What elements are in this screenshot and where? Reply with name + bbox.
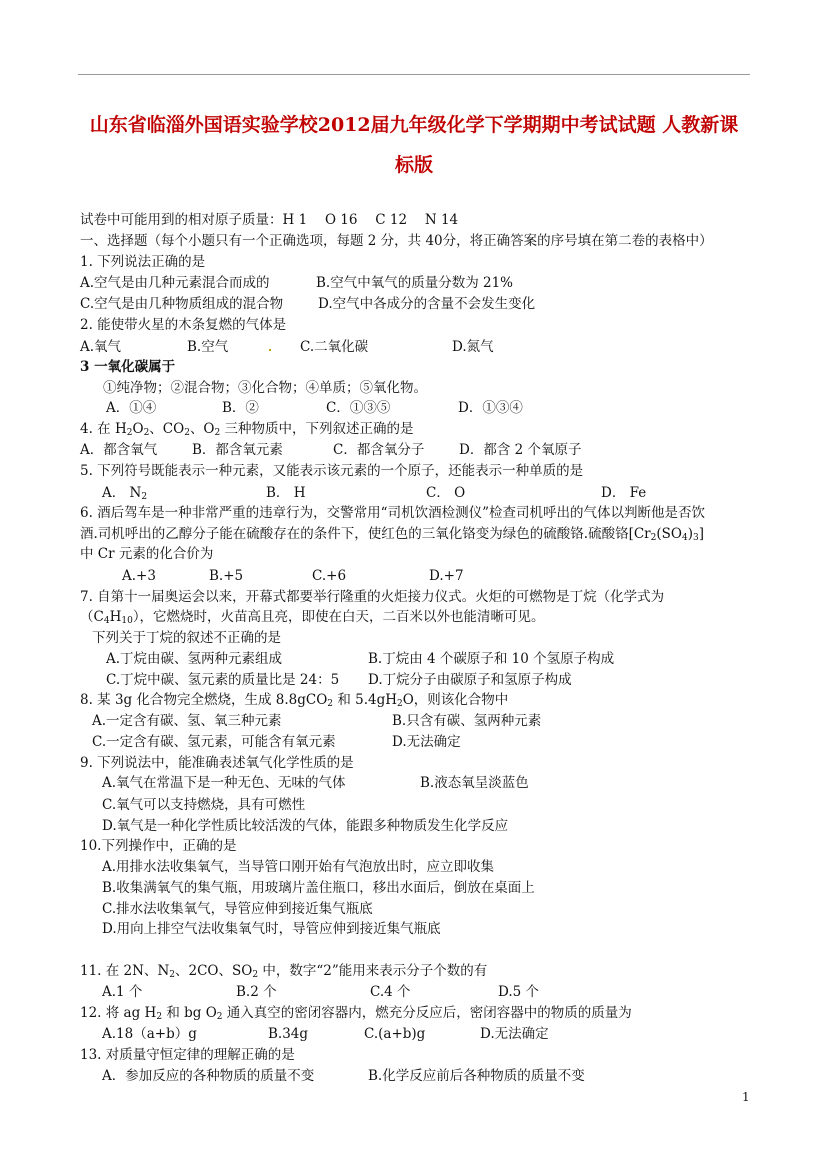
question-4-option-b: B．都含氧元素 xyxy=(192,442,283,458)
question-10-option-d: D.用向上排空气法收集氧气时，导管应伸到接近集气瓶底 xyxy=(102,921,441,937)
question-10-option-a: A.用排水法收集氧气，当导管口刚开始有气泡放出时，应立即收集 xyxy=(102,859,495,875)
document-title: 山东省临淄外国语实验学校2012届九年级化学下学期期中考试试题 人教新课 xyxy=(89,114,739,136)
question-6-option-b: B.+5 xyxy=(209,568,244,584)
question-1-option-c: C.空气是由几种物质组成的混合物 xyxy=(80,296,284,312)
question-1-stem: 1. 下列说法正确的是 xyxy=(80,254,206,270)
stray-dot-mark xyxy=(269,349,271,351)
question-12-option-c: C.(a+b)g xyxy=(364,1026,426,1042)
page-number: 1 xyxy=(742,1090,750,1104)
question-3-option-c: C．①③⑤ xyxy=(326,400,391,416)
question-7-option-a: A.丁烷由碳、氢两种元素组成 xyxy=(106,651,283,667)
question-2-option-c: C.二氧化碳 xyxy=(300,339,369,355)
question-7-line-3: 下列关于丁烷的叙述不正确的是 xyxy=(92,630,281,646)
question-7-line-1: 7. 自第十一届奥运会以来，开幕式都要举行隆重的火炬接力仪式。火炬的可燃物是丁烷（化学式为 xyxy=(80,589,665,605)
question-11-option-a: A.1 个 xyxy=(102,984,143,1000)
question-6-option-a: A.+3 xyxy=(122,568,156,584)
question-8-option-d: D.无法确定 xyxy=(392,734,461,750)
header-rule xyxy=(78,74,750,75)
question-3-items: ①纯净物；②混合物；③化合物；④单质；⑤氧化物。 xyxy=(103,380,427,396)
question-2-option-d: D.氮气 xyxy=(452,339,494,355)
question-13-option-a: A．参加反应的各种物质的质量不变 xyxy=(102,1068,315,1084)
atomic-mass-line: 试卷中可能用到的相对原子质量：H 1 O 16 C 12 N 14 xyxy=(80,212,459,228)
question-9-stem: 9. 下列说法中，能准确表述氧气化学性质的是 xyxy=(80,755,354,771)
question-8-option-c: C.一定含有碳、氢元素，可能含有氧元素 xyxy=(92,734,336,750)
question-12-stem: 12. 将 ag $H_2$ 和 bg $O_2$ 通入真空的密闭容器内，燃充分反应后，密闭容器中的物质的质量为 xyxy=(80,1005,632,1022)
question-5-option-b: B． H xyxy=(266,485,306,501)
question-1-option-a: A.空气是由几种元素混合而成的 xyxy=(80,275,270,291)
question-7-option-b: B.丁烷由 4 个碳原子和 10 个氢原子构成 xyxy=(368,651,615,667)
question-12-option-d: D.无法确定 xyxy=(480,1026,549,1042)
question-6-line-3: 中 Cr 元素的化合价为 xyxy=(80,546,214,562)
question-12-option-b: B.34g xyxy=(268,1026,309,1042)
question-5-option-d: D． Fe xyxy=(601,485,647,501)
question-2-option-b: B.空气 xyxy=(187,339,229,355)
question-7-line-2: $(C_4H_{10})$，它燃烧时，火苗高且亮，即使在白天，二百米以外也能清晰可见。 xyxy=(80,609,545,626)
question-4-option-d: D．都含 2 个氧原子 xyxy=(459,442,582,458)
question-11-stem: 11. 在 2N、$N_2$、2CO、$SO_2$ 中，数字“2”能用来表示分子个数的有 xyxy=(80,963,488,980)
question-5-option-a: A． $N_2$ xyxy=(102,485,148,502)
question-1-option-d: D.空气中各成分的含量不会发生变化 xyxy=(318,296,536,312)
question-9-option-d: D.氧气是一种化学性质比较活泼的气体，能跟多种物质发生化学反应 xyxy=(102,818,509,834)
question-6-line-2: 酒.司机呼出的乙醇分子能在硫酸存在的条件下，使红色的三氧化铬变为绿色的硫酸铬.硫酸铬$[Cr_2(SO_4)_3]$ xyxy=(80,526,704,543)
question-7-option-c: C.丁烷中碳、氢元素的质量比是 24：5 xyxy=(106,672,340,688)
question-10-option-b: B.收集满氧气的集气瓶，用玻璃片盖住瓶口，移出水面后，倒放在桌面上 xyxy=(102,880,535,896)
question-3-stem: 3 一氧化碳属于 xyxy=(80,359,176,375)
question-13-stem: 13. 对质量守恒定律的理解正确的是 xyxy=(80,1047,295,1063)
question-6-option-c: C.+6 xyxy=(312,568,347,584)
question-8-option-b: B.只含有碳、氢两种元素 xyxy=(392,713,542,729)
question-3-option-b: B．② xyxy=(222,400,259,416)
question-10-stem: 10.下列操作中，正确的是 xyxy=(80,838,237,854)
question-11-option-c: C.4 个 xyxy=(370,984,411,1000)
question-9-option-a: A.氧气在常温下是一种无色、无味的气体 xyxy=(102,775,346,791)
question-8-stem: 8. 某 3g 化合物完全燃烧，生成 8.8gCO$_2$ 和 $5.4gH_2O$，则该化合物中 xyxy=(80,692,509,709)
question-10-option-c: C.排水法收集氧气，导管应伸到接近集气瓶底 xyxy=(102,901,373,917)
question-11-option-d: D.5 个 xyxy=(498,984,540,1000)
question-3-option-a: A．①④ xyxy=(106,400,157,416)
question-6-option-d: D.+7 xyxy=(429,568,464,584)
question-8-option-a: A.一定含有碳、氢、氧三种元素 xyxy=(92,713,282,729)
section-heading: 一、选择题（每个小题只有一个正确选项，每题 2 分，共 40分，将正确答案的序号填在第二卷的表格中） xyxy=(80,233,713,249)
document-title-continued: 标版 xyxy=(394,154,433,176)
question-9-option-c: C.氧气可以支持燃烧，具有可燃性 xyxy=(102,797,306,813)
question-13-option-b: B.化学反应前后各种物质的质量不变 xyxy=(368,1068,585,1084)
question-5-stem: 5. 下列符号既能表示一种元素，又能表示该元素的一个原子，还能表示一种单质的是 xyxy=(80,463,584,479)
question-6-line-1: 6. 酒后驾车是一种非常严重的违章行为，交警常用“司机饮酒检测仪”检查司机呼出的气体以判断他是否饮 xyxy=(80,505,705,521)
question-2-stem: 2. 能使带火星的木条复燃的气体是 xyxy=(80,317,287,333)
question-5-option-c: C． O xyxy=(426,485,466,501)
question-12-option-a: A.18（a+b）g xyxy=(102,1026,197,1042)
question-11-option-b: B.2 个 xyxy=(236,984,277,1000)
question-7-option-d: D.丁烷分子由碳原子和氢原子构成 xyxy=(368,672,572,688)
question-9-option-b: B.液态氧呈淡蓝色 xyxy=(420,775,529,791)
question-2-option-a: A.氧气 xyxy=(80,339,122,355)
question-4-option-c: C．都含氧分子 xyxy=(333,442,425,458)
question-3-option-d: D．①③④ xyxy=(458,400,523,416)
question-1-option-b: B.空气中氧气的质量分数为 21% xyxy=(316,275,514,291)
question-4-stem: 4. 在 $H_2O_2$、$CO_2$、$O_2$ 三种物质中，下列叙述正确的是 xyxy=(80,421,414,438)
question-4-option-a: A．都含氧气 xyxy=(80,442,158,458)
